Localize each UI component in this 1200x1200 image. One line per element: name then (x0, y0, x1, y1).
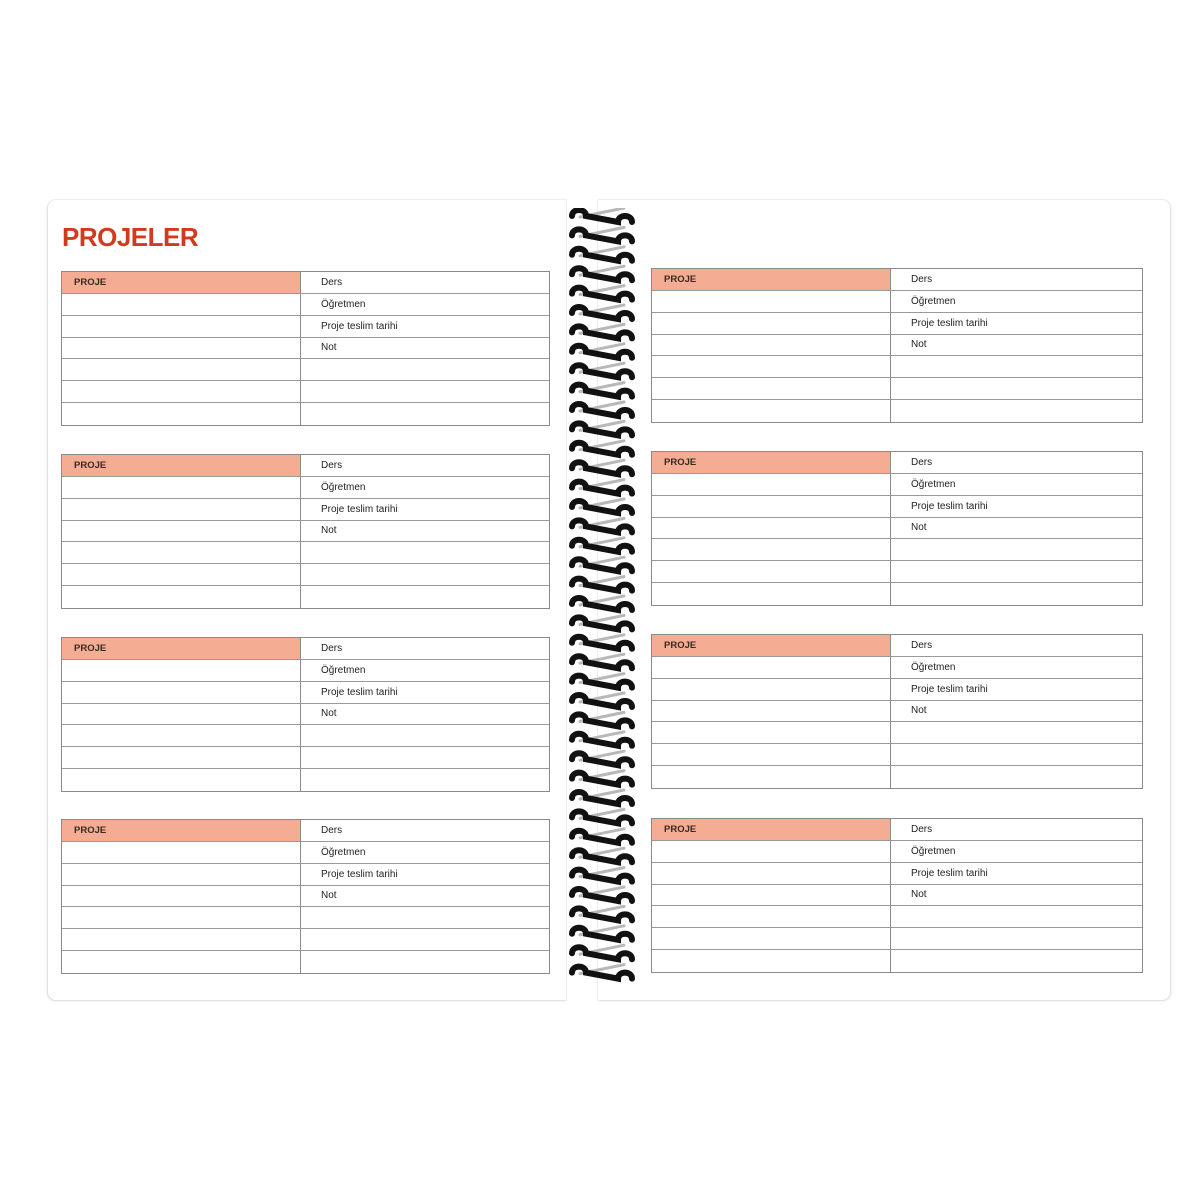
proje-line[interactable] (652, 378, 891, 400)
ders-field[interactable]: Ders (891, 635, 1142, 657)
spiral-coil (572, 208, 632, 222)
proje-line[interactable] (62, 338, 301, 360)
spiral-coil (572, 945, 632, 959)
proje-line[interactable] (62, 521, 301, 543)
spiral-coil (572, 674, 632, 688)
spiral-coil (572, 906, 632, 920)
spiral-coil (572, 809, 632, 823)
spiral-coil (572, 227, 632, 241)
spiral-coil (572, 615, 632, 629)
proje-line[interactable] (652, 474, 891, 496)
not-line[interactable] (301, 769, 549, 791)
ogretmen-field[interactable]: Öğretmen (891, 841, 1142, 863)
not-line[interactable] (891, 744, 1142, 766)
not-field[interactable]: Not (891, 701, 1142, 723)
not-line[interactable] (301, 586, 549, 608)
proje-line[interactable] (652, 841, 891, 863)
ders-field[interactable]: Ders (891, 452, 1142, 474)
teslim-field[interactable]: Proje teslim tarihi (891, 313, 1142, 335)
spiral-coil (572, 693, 632, 707)
spiral-coil (572, 247, 632, 261)
spiral-coil (572, 538, 632, 552)
project-block (651, 634, 1143, 789)
spiral-coil (572, 324, 632, 338)
spiral-coil (572, 344, 632, 358)
spiral-coil (572, 848, 632, 862)
spiral-coil (572, 926, 632, 940)
not-field[interactable]: Not (891, 518, 1142, 540)
proje-line[interactable] (62, 499, 301, 521)
proje-line[interactable] (62, 951, 301, 973)
not-line[interactable] (891, 356, 1142, 378)
not-line[interactable] (891, 928, 1142, 950)
ders-field[interactable]: Ders (301, 455, 549, 477)
proje-line[interactable] (62, 294, 301, 316)
spiral-coil (572, 305, 632, 319)
ogretmen-field[interactable]: Öğretmen (891, 657, 1142, 679)
not-line[interactable] (891, 378, 1142, 400)
proje-line[interactable] (652, 950, 891, 972)
proje-line[interactable] (62, 842, 301, 864)
proje-line[interactable] (652, 496, 891, 518)
proje-line[interactable] (652, 657, 891, 679)
spiral-coil (572, 868, 632, 882)
not-line[interactable] (301, 907, 549, 929)
not-line[interactable] (891, 722, 1142, 744)
not-line[interactable] (891, 950, 1142, 972)
not-field[interactable]: Not (301, 704, 549, 726)
ogretmen-field[interactable]: Öğretmen (891, 474, 1142, 496)
not-line[interactable] (891, 583, 1142, 605)
teslim-field[interactable]: Proje teslim tarihi (891, 863, 1142, 885)
spiral-coil (572, 965, 632, 979)
page-title: PROJELER (62, 222, 199, 252)
teslim-field[interactable]: Proje teslim tarihi (301, 682, 549, 704)
spiral-coil (572, 402, 632, 416)
spiral-coil (572, 887, 632, 901)
spiral-coil (572, 829, 632, 843)
not-line[interactable] (891, 539, 1142, 561)
proje-line[interactable] (652, 679, 891, 701)
not-line[interactable] (301, 403, 549, 425)
not-line[interactable] (301, 564, 549, 586)
proje-line[interactable] (652, 583, 891, 605)
proje-line[interactable] (652, 356, 891, 378)
proje-header: PROJE (652, 635, 891, 657)
ogretmen-field[interactable]: Öğretmen (301, 477, 549, 499)
proje-line[interactable] (652, 885, 891, 907)
not-line[interactable] (301, 381, 549, 403)
spiral-coil (572, 266, 632, 280)
teslim-field[interactable]: Proje teslim tarihi (301, 864, 549, 886)
ders-field[interactable]: Ders (891, 269, 1142, 291)
spiral-coil (572, 771, 632, 785)
not-field[interactable]: Not (891, 885, 1142, 907)
proje-line[interactable] (62, 747, 301, 769)
proje-line[interactable] (62, 769, 301, 791)
ogretmen-field[interactable]: Öğretmen (891, 291, 1142, 313)
project-block (61, 271, 550, 426)
ders-field[interactable]: Ders (301, 638, 549, 660)
project-block (61, 454, 550, 609)
proje-line[interactable] (652, 863, 891, 885)
proje-line[interactable] (652, 701, 891, 723)
spiral-coil (572, 363, 632, 377)
ogretmen-field[interactable]: Öğretmen (301, 842, 549, 864)
not-line[interactable] (301, 929, 549, 951)
proje-line[interactable] (62, 477, 301, 499)
teslim-field[interactable]: Proje teslim tarihi (891, 496, 1142, 518)
spiral-coil (572, 712, 632, 726)
not-line[interactable] (301, 542, 549, 564)
not-line[interactable] (301, 951, 549, 973)
proje-line[interactable] (62, 564, 301, 586)
proje-line[interactable] (652, 518, 891, 540)
proje-line[interactable] (62, 660, 301, 682)
teslim-field[interactable]: Proje teslim tarihi (301, 316, 549, 338)
not-field[interactable]: Not (301, 338, 549, 360)
teslim-field[interactable]: Proje teslim tarihi (301, 499, 549, 521)
spiral-binding-icon (566, 208, 636, 984)
spiral-coil (572, 383, 632, 397)
ders-field[interactable]: Ders (891, 819, 1142, 841)
proje-line[interactable] (652, 291, 891, 313)
proje-line[interactable] (62, 359, 301, 381)
proje-header: PROJE (62, 272, 301, 294)
not-line[interactable] (891, 906, 1142, 928)
not-field[interactable]: Not (891, 335, 1142, 357)
project-block (651, 451, 1143, 606)
proje-line[interactable] (62, 542, 301, 564)
proje-line[interactable] (652, 400, 891, 422)
ders-field[interactable]: Ders (301, 820, 549, 842)
proje-header: PROJE (62, 455, 301, 477)
project-block (61, 637, 550, 792)
proje-line[interactable] (652, 928, 891, 950)
spiral-coil (572, 596, 632, 610)
ders-field[interactable]: Ders (301, 272, 549, 294)
spiral-coil (572, 732, 632, 746)
spiral-coil (572, 577, 632, 591)
not-line[interactable] (891, 766, 1142, 788)
spiral-coil (572, 557, 632, 571)
spiral-coil (572, 421, 632, 435)
project-block (61, 819, 550, 974)
proje-line[interactable] (652, 906, 891, 928)
proje-header: PROJE (62, 638, 301, 660)
proje-line[interactable] (62, 725, 301, 747)
spiral-coil (572, 480, 632, 494)
proje-line[interactable] (62, 929, 301, 951)
ogretmen-field[interactable]: Öğretmen (301, 660, 549, 682)
not-line[interactable] (301, 359, 549, 381)
proje-header: PROJE (62, 820, 301, 842)
spiral-coil (572, 499, 632, 513)
proje-line[interactable] (62, 682, 301, 704)
proje-line[interactable] (62, 381, 301, 403)
proje-line[interactable] (652, 744, 891, 766)
ogretmen-field[interactable]: Öğretmen (301, 294, 549, 316)
spiral-coil (572, 518, 632, 532)
not-line[interactable] (891, 400, 1142, 422)
proje-header: PROJE (652, 819, 891, 841)
proje-line[interactable] (62, 907, 301, 929)
proje-line[interactable] (62, 864, 301, 886)
not-field[interactable]: Not (301, 886, 549, 908)
proje-line[interactable] (652, 335, 891, 357)
spiral-coil (572, 751, 632, 765)
proje-line[interactable] (62, 316, 301, 338)
not-line[interactable] (301, 725, 549, 747)
spiral-coil (572, 441, 632, 455)
not-line[interactable] (891, 561, 1142, 583)
proje-line[interactable] (62, 403, 301, 425)
proje-line[interactable] (652, 561, 891, 583)
proje-header: PROJE (652, 269, 891, 291)
spiral-coil (572, 286, 632, 300)
proje-line[interactable] (652, 539, 891, 561)
teslim-field[interactable]: Proje teslim tarihi (891, 679, 1142, 701)
proje-line[interactable] (62, 886, 301, 908)
proje-line[interactable] (62, 586, 301, 608)
proje-line[interactable] (62, 704, 301, 726)
proje-line[interactable] (652, 722, 891, 744)
spiral-coil (572, 460, 632, 474)
spiral-coil (572, 790, 632, 804)
proje-header: PROJE (652, 452, 891, 474)
spiral-coil (572, 654, 632, 668)
project-block (651, 818, 1143, 973)
proje-line[interactable] (652, 313, 891, 335)
proje-line[interactable] (652, 766, 891, 788)
project-block (651, 268, 1143, 423)
not-line[interactable] (301, 747, 549, 769)
spiral-coil (572, 635, 632, 649)
not-field[interactable]: Not (301, 521, 549, 543)
